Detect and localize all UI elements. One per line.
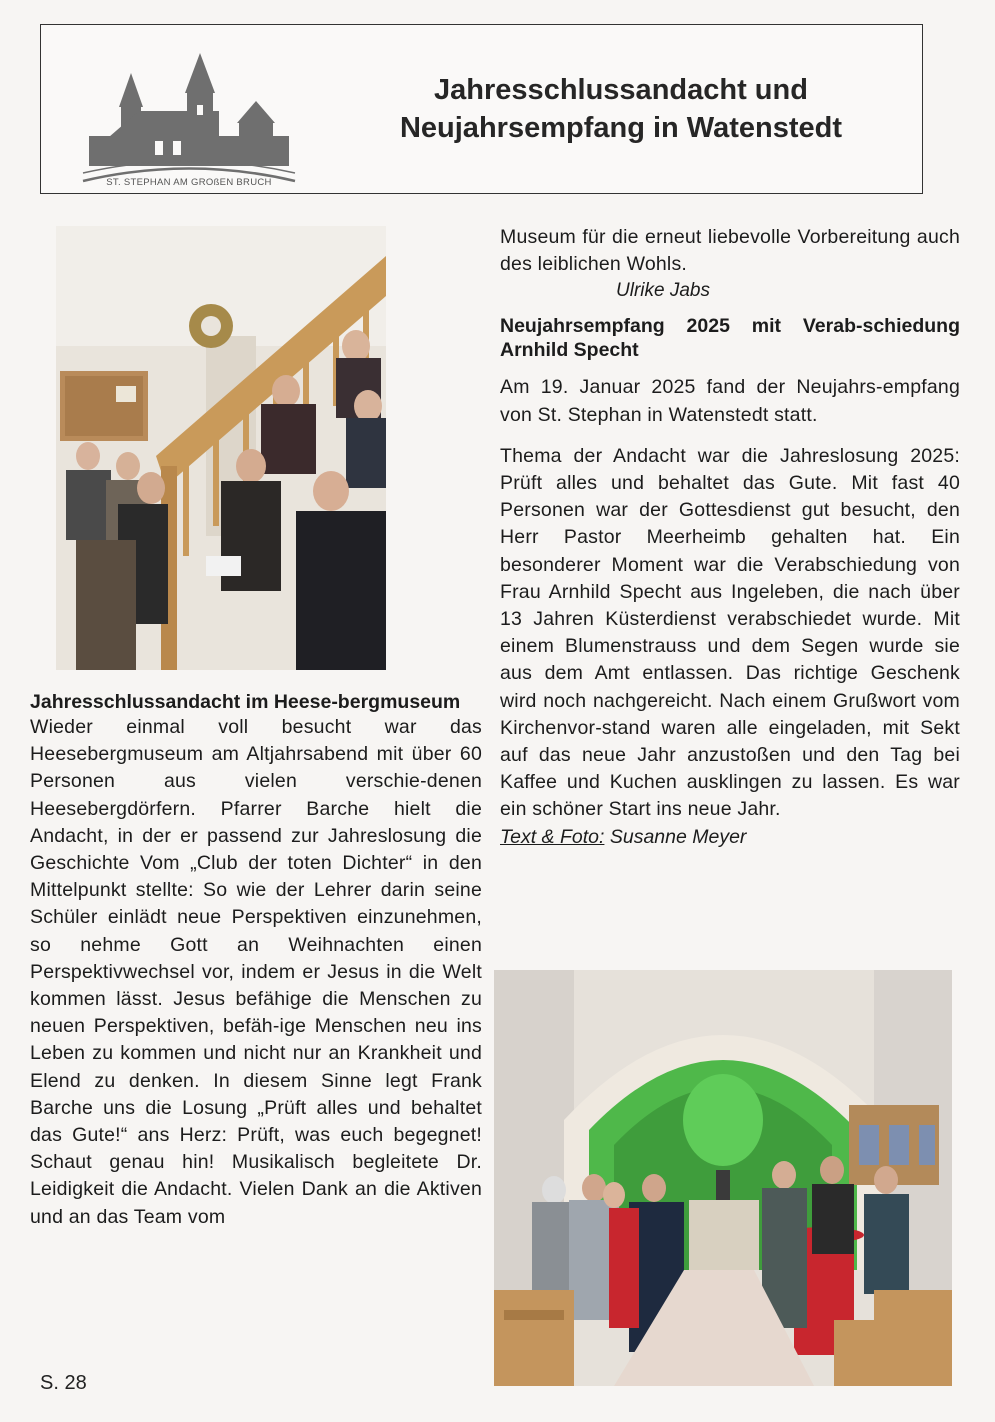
header-box bbox=[40, 24, 923, 194]
author-signature: Ulrike Jabs bbox=[616, 280, 710, 302]
left-article bbox=[30, 690, 482, 1231]
article-continuation: Museum für die erneut liebevolle Vorbereitung auch des leiblichen Wohls. bbox=[500, 226, 960, 276]
article-body-museum: Wieder einmal voll besucht war das Heesebergmuseum am Altjahrsabend mit über 60 Personen aus vielen verschie-denen Heesebergdörfern. Pfarrer Barche hielt die Andacht, in der er passend zur Jahreslosung die Geschichte Vom „Club der toten Dichter“ in den Mittelpunkt stellte: So wie der Lehrer darin seine Schüler einlädt neue Perspektiven einzunehmen, so nehme Gott an Weihnachten einen Perspektivwechsel vor, indem er Jesus in die Welt kommen lässt. Jesus befähige die Menschen zu neuen Perspektiven, befäh-ige Menschen neu ins Leben zu kommen und nicht nur an Krankheit und Elend zu denken. In diesem Sinne legt Frank Barche uns die Losung „Prüft alles und behaltet das Gute!“ ans Herz: Prüft, was euch begegnet! Schaut genau hin! Musikalisch begleitete Dr. Leidigkeit die Andacht. Vielen Dank an die Aktiven und an das Team vom bbox=[30, 716, 482, 1228]
church-silhouette-icon bbox=[69, 51, 309, 191]
museum-audience-photo bbox=[56, 226, 386, 670]
credit-label: Text & Foto: bbox=[500, 825, 605, 848]
logo-caption: ST. STEPHAN AM GROßEN BRUCH bbox=[106, 177, 272, 188]
church-logo bbox=[69, 51, 309, 191]
page-number: S. 28 bbox=[40, 1372, 87, 1394]
church-interior-photo bbox=[494, 970, 952, 1386]
page-title: Jahresschlussandacht und Neujahrsempfang in Watenstedt bbox=[399, 74, 843, 144]
article-heading-museum: Jahresschlussandacht im Heese-bergmuseum bbox=[30, 691, 461, 713]
photo-credit bbox=[500, 824, 960, 851]
right-article bbox=[500, 224, 960, 851]
article-paragraph-1: Am 19. Januar 2025 fand der Neujahrs-empfang von St. Stephan in Watenstedt statt. bbox=[500, 376, 960, 426]
article-heading-reception: Neujahrsempfang 2025 mit Verab-schiedung Arnhild Specht bbox=[500, 315, 960, 362]
article-paragraph-2: Thema der Andacht war die Jahreslosung 2025: Prüft alles und behaltet das Gute. Mit fast 40 Personen war der Gottesdienst gut besucht, den Herr Pastor Meerheimb gehalten hat. Ein besonderer Moment war die Verabschiedung von Frau Arnhild Specht aus Ingeleben, die nach über 13 Jahren Küsterdienst verabschiedet wurde. Mit einem Blumenstrauss und dem Segen wurde sie aus dem Amt entlassen. Das richtige Geschenk wird noch nachgereicht. Nach einem Grußwort vom Kirchenvor-stand waren alle eingeladen, mit Sekt auf das neue Jahr anzustoßen und den Tag bei Kaffee und Kuchen ausklingen zu lassen. Es war ein schöner Start ins neue Jahr. bbox=[500, 444, 960, 821]
credit-name: Susanne Meyer bbox=[609, 825, 747, 848]
